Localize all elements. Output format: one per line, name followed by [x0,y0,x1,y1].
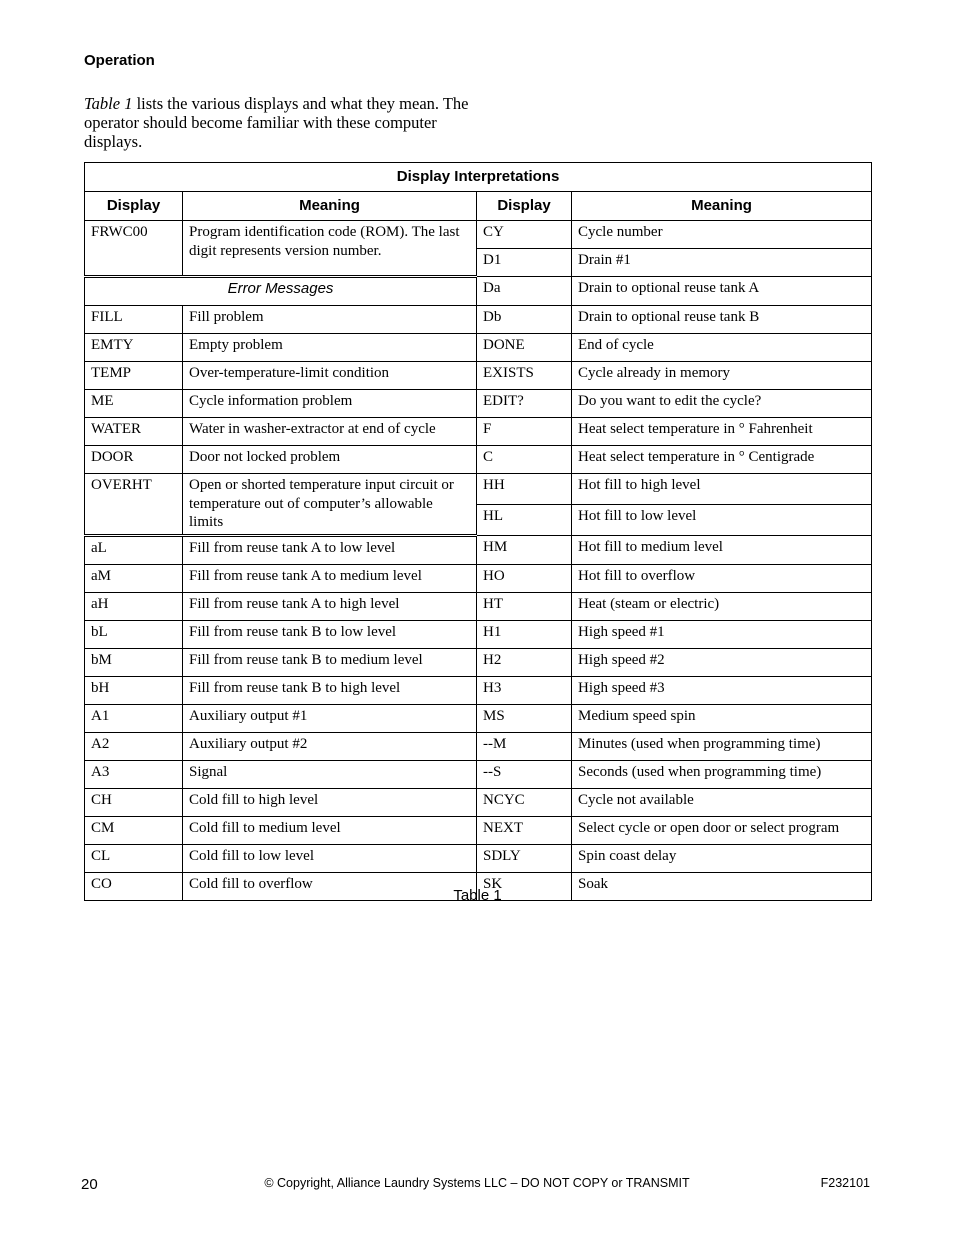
table-row [85,418,872,446]
display-code: CO [85,872,183,900]
display-meaning: Drain to optional reuse tank A [572,277,872,306]
display-code: D1 [477,249,572,277]
display-code: H2 [477,648,572,676]
table-row [85,564,872,592]
display-meaning: Heat (steam or electric) [572,592,872,620]
table-title: Display Interpretations [85,163,872,192]
display-code: SK [477,872,572,900]
table-row [85,221,872,249]
table-row [85,788,872,816]
display-code: FRWC00 [85,221,183,277]
display-code: CY [477,221,572,249]
display-meaning: High speed #2 [572,648,872,676]
display-meaning: Cycle number [572,221,872,249]
display-meaning: Minutes (used when programming time) [572,732,872,760]
table-row [85,676,872,704]
display-code: CM [85,816,183,844]
display-meaning: Cycle information problem [183,390,477,418]
display-code: DOOR [85,446,183,474]
table-row [85,446,872,474]
display-code: A2 [85,732,183,760]
table-row [85,816,872,844]
display-meaning: Signal [183,760,477,788]
section-header: Operation [84,52,155,69]
display-meaning: Heat select temperature in ° Centigrade [572,446,872,474]
display-meaning: Soak [572,872,872,900]
display-code: --S [477,760,572,788]
table-row [85,620,872,648]
display-code: NCYC [477,788,572,816]
display-code: A1 [85,704,183,732]
display-meaning: Fill from reuse tank B to high level [183,676,477,704]
display-code: DONE [477,334,572,362]
display-code: C [477,446,572,474]
display-meaning: Auxiliary output #2 [183,732,477,760]
display-code: TEMP [85,362,183,390]
display-meaning: Seconds (used when programming time) [572,760,872,788]
display-code: bH [85,676,183,704]
display-code: CH [85,788,183,816]
display-meaning: Cold fill to overflow [183,872,477,900]
table-row [85,844,872,872]
column-header-display: Display [85,192,183,221]
display-meaning: Over-temperature-limit condition [183,362,477,390]
page-number: 20 [81,1176,98,1193]
table-row [85,535,872,564]
display-meaning: High speed #1 [572,620,872,648]
column-header-meaning: Meaning [183,192,477,221]
display-meaning: Door not locked problem [183,446,477,474]
table-caption: Table 1 [453,887,502,904]
display-code: HH [477,474,572,505]
display-code: Db [477,306,572,334]
display-code: bL [85,620,183,648]
display-meaning: Open or shorted temperature input circuit or temperature out of computer’s allowable limits [183,474,477,536]
display-meaning: End of cycle [572,334,872,362]
display-meaning: Fill from reuse tank B to low level [183,620,477,648]
display-code: H3 [477,676,572,704]
display-meaning: Fill from reuse tank B to medium level [183,648,477,676]
display-meaning: High speed #3 [572,676,872,704]
display-meaning: Hot fill to medium level [572,535,872,564]
display-code: F [477,418,572,446]
table-row [85,277,872,306]
display-meaning: Do you want to edit the cycle? [572,390,872,418]
display-meaning: Fill problem [183,306,477,334]
display-meaning: Cold fill to medium level [183,816,477,844]
display-code: WATER [85,418,183,446]
display-meaning: Fill from reuse tank A to medium level [183,564,477,592]
display-interpretations-table [84,162,872,901]
table-row [85,592,872,620]
display-code: HL [477,504,572,535]
column-header-display: Display [477,192,572,221]
display-code: Da [477,277,572,306]
display-code: --M [477,732,572,760]
table-reference: Table 1 [84,94,133,113]
display-code: EXISTS [477,362,572,390]
display-meaning: Program identification code (ROM). The last digit represents version number. [183,221,477,277]
column-header-meaning: Meaning [572,192,872,221]
display-code: HO [477,564,572,592]
display-meaning: Cycle already in memory [572,362,872,390]
display-meaning: Spin coast delay [572,844,872,872]
copyright-notice: © Copyright, Alliance Laundry Systems LLC – DO NOT COPY or TRANSMIT [264,1176,690,1190]
display-meaning: Hot fill to low level [572,504,872,535]
intro-text: lists the various displays and what they mean. The operator should become familiar with these computer displays. [84,94,469,151]
display-code: EMTY [85,334,183,362]
display-meaning: Select cycle or open door or select program [572,816,872,844]
display-code: HM [477,535,572,564]
display-meaning: Cycle not available [572,788,872,816]
display-meaning: Drain #1 [572,249,872,277]
display-code: EDIT? [477,390,572,418]
display-meaning: Medium speed spin [572,704,872,732]
table-row [85,732,872,760]
display-meaning: Fill from reuse tank A to low level [183,535,477,564]
display-meaning: Drain to optional reuse tank B [572,306,872,334]
table-row [85,334,872,362]
display-meaning: Hot fill to overflow [572,564,872,592]
display-code: MS [477,704,572,732]
intro-paragraph [84,94,484,151]
table-row [85,474,872,505]
display-code: NEXT [477,816,572,844]
display-code: aH [85,592,183,620]
display-meaning: Empty problem [183,334,477,362]
display-code: ME [85,390,183,418]
display-code: HT [477,592,572,620]
table-row [85,362,872,390]
display-meaning: Water in washer-extractor at end of cycle [183,418,477,446]
display-code: FILL [85,306,183,334]
display-code: aL [85,535,183,564]
table-row [85,390,872,418]
display-meaning: Heat select temperature in ° Fahrenheit [572,418,872,446]
display-code: SDLY [477,844,572,872]
display-code: H1 [477,620,572,648]
display-meaning: Cold fill to high level [183,788,477,816]
table-row [85,760,872,788]
table-body [85,221,872,901]
error-messages-heading: Error Messages [85,277,477,306]
display-code: CL [85,844,183,872]
display-code: A3 [85,760,183,788]
display-code: OVERHT [85,474,183,536]
display-meaning: Auxiliary output #1 [183,704,477,732]
table-row [85,704,872,732]
display-meaning: Fill from reuse tank A to high level [183,592,477,620]
table-row [85,306,872,334]
display-code: aM [85,564,183,592]
display-meaning: Cold fill to low level [183,844,477,872]
display-meaning: Hot fill to high level [572,474,872,505]
document-code: F232101 [820,1176,870,1190]
table-row [85,648,872,676]
display-code: bM [85,648,183,676]
